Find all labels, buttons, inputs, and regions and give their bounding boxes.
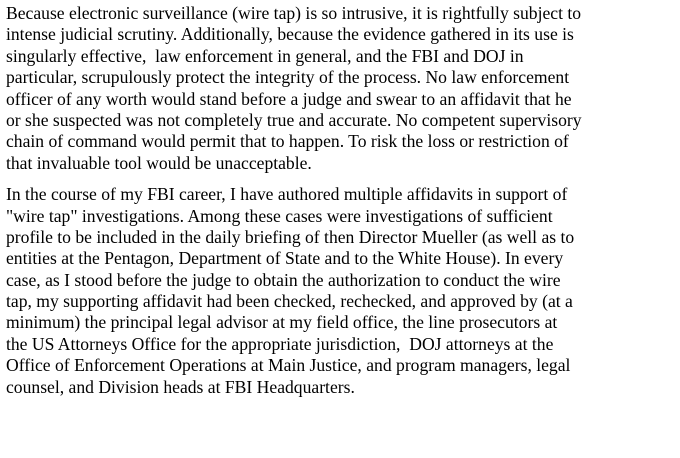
text-line: tap, my supporting affidavit had been checked, rechecked, and approved by (at a <box>6 291 573 312</box>
text-line: In the course of my FBI career, I have authored multiple affidavits in support of <box>6 184 568 205</box>
text-line: entities at the Pentagon, Department of State and to the White House). In every <box>6 248 564 269</box>
text-line: Because electronic surveillance (wire tap) is so intrusive, it is rightfully subject to <box>6 3 582 23</box>
paragraph-2 <box>6 184 678 398</box>
text-line: minimum) the principal legal advisor at my field office, the line prosecutors at <box>6 312 558 333</box>
text-line: Office of Enforcement Operations at Main Justice, and program managers, legal <box>6 355 571 376</box>
text-line: "wire tap" investigations. Among these cases were investigations of sufficient <box>6 205 553 226</box>
text-line: chain of command would permit that to happen. To risk the loss or restriction of <box>6 131 569 152</box>
text-line: officer of any worth would stand before a judge and swear to an affidavit that he <box>6 88 572 109</box>
document-body <box>6 3 678 398</box>
text-line: counsel, and Division heads at FBI Headquarters. <box>6 376 355 397</box>
paragraph-1 <box>6 3 678 174</box>
text-line: case, as I stood before the judge to obtain the authorization to conduct the wire <box>6 269 561 290</box>
text-line: particular, scrupulously protect the integrity of the process. No law enforcement <box>6 67 570 88</box>
text-line: singularly effective, law enforcement in general, and the FBI and DOJ in <box>6 45 524 66</box>
text-line: or she suspected was not completely true and accurate. No competent supervisory <box>6 109 582 130</box>
text-line: the US Attorneys Office for the appropriate jurisdiction, DOJ attorneys at the <box>6 333 554 354</box>
text-line: profile to be included in the daily briefing of then Director Mueller (as well as to <box>6 226 575 247</box>
text-line: intense judicial scrutiny. Additionally, because the evidence gathered in its use is <box>6 24 574 45</box>
text-line: that invaluable tool would be unacceptable. <box>6 152 312 173</box>
